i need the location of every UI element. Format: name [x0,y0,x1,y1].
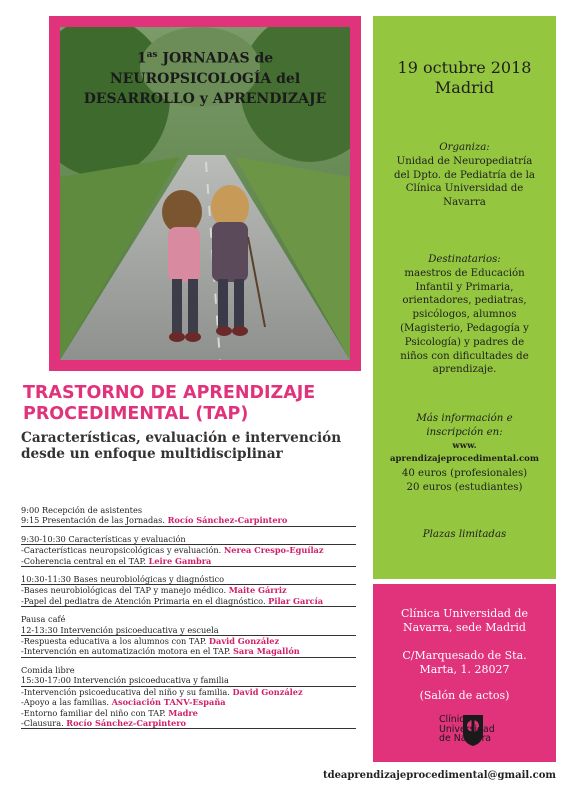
venue-panel [373,584,556,762]
program-schedule [21,505,356,736]
logo-text: Clínica Universidad de Navarra [439,714,495,745]
speaker-name: Rocío Sánchez-Carpintero [66,717,187,728]
speaker-name: Nerea Crespo-Eguílaz [223,545,324,556]
info-sidebar [373,16,556,579]
session-heading: 15:30-17:00 Intervención psicoeducativa y familia [21,675,356,686]
program-line: -Clausura. Rocío Sánchez-Carpintero [21,718,356,729]
clinica-logo [413,713,533,751]
session-heading: 12-13:30 Intervención psicoeducativa y escuela [21,625,356,636]
event-title: $1^{as}$ JORNADAS de NEUROPSICOLOGÍA del DESARROLLO y APRENDIZAJE [83,50,327,107]
photo-panel [49,16,361,371]
speaker-name: David González [208,636,280,647]
program-line: -Bases neurobiológicas del TAP y manejo médico. Maite Gárriz [21,585,287,596]
contact-email[interactable]: tdeaprendizajeprocedimental@gmail.com [322,770,556,781]
event-date: 19 octubre 2018 Madrid [397,58,532,97]
venue-address: C/Marquesado de Sta. Marta, 1. 28027 [402,649,527,676]
program-line: -Intervención en automatización motora en el TAP. Sara Magallón [21,646,356,657]
audience-block: Destinatarios: maestros de Educación Infantil y Primaria, orientadores, pediatras, psicólogos, alumnos (Magisterio, Pedagogía y Psicología) y padres de niños con dificultades de aprendizaje. [400,254,529,376]
program-line: 9:15 Presentación de las Jornadas. Rocío Sánchez-Carpintero [21,515,356,526]
program-line: -Papel del pediatra de Atención Primaria en el diagnóstico. Pilar García [21,596,356,607]
subtitle: Características, evaluación e intervención desde un enfoque multidisciplinar [21,430,342,462]
session-heading: 9:30-10:30 Características y evaluación [21,534,356,545]
speaker-name: Leire Gambra [148,555,212,566]
break-label: Pausa café [21,614,66,625]
program-line: -Respuesta educativa a los alumnos con TAP. David González [21,636,280,647]
program-group [21,614,356,658]
program-group [21,505,356,527]
program-line: -Intervención psicoeducativa del niño y su familia. David González [21,686,303,697]
break-label: Comida libre [21,664,75,675]
main-title: TRASTORNO DE APRENDIZAJE PROCEDIMENTAL (TAP) [23,383,316,424]
website-link[interactable]: www. aprendizajeprocedimental.com [389,440,540,465]
speaker-name: Madre [168,707,198,718]
venue-room: (Salón de actos) [419,689,510,702]
speaker-name: Asociación TANV-España [111,697,226,708]
program-line: -Entorno familiar del niño con TAP. Madre [21,707,198,718]
program-group [21,574,356,607]
venue-name: Clínica Universidad de Navarra, sede Madrid [401,607,528,634]
registration-block: Más información e inscripción en: www. aprendizajeprocedimental.com 40 euros (profesionales) 20 euros (estudiantes) [383,412,546,495]
program-line: 9:00 Recepción de asistentes [21,505,143,515]
program-group [21,534,356,567]
organizer-block: Organiza: Unidad de Neuropediatría del Dpto. de Pediatría de la Clínica Universidad de Navarra [394,142,535,209]
speaker-name: David González [232,686,303,697]
program-line: -Características neuropsicológicas y evaluación. Nerea Crespo-Eguílaz [21,545,324,556]
program-group [21,665,356,729]
speaker-name: Pilar García [268,595,324,606]
speaker-name: Rocío Sánchez-Carpintero [167,515,288,526]
cover-photo [60,27,350,360]
speaker-name: Sara Magallón [233,646,300,657]
program-line: -Coherencia central en el TAP. Leire Gambra [21,556,356,567]
session-heading: 10:30-11:30 Bases neurobiológicas y diagnóstico [21,574,356,585]
limited-places: Plazas limitadas [422,529,507,540]
speaker-name: Maite Gárriz [228,585,287,596]
program-line: -Apoyo a las familias. Asociación TANV-España [21,697,226,708]
